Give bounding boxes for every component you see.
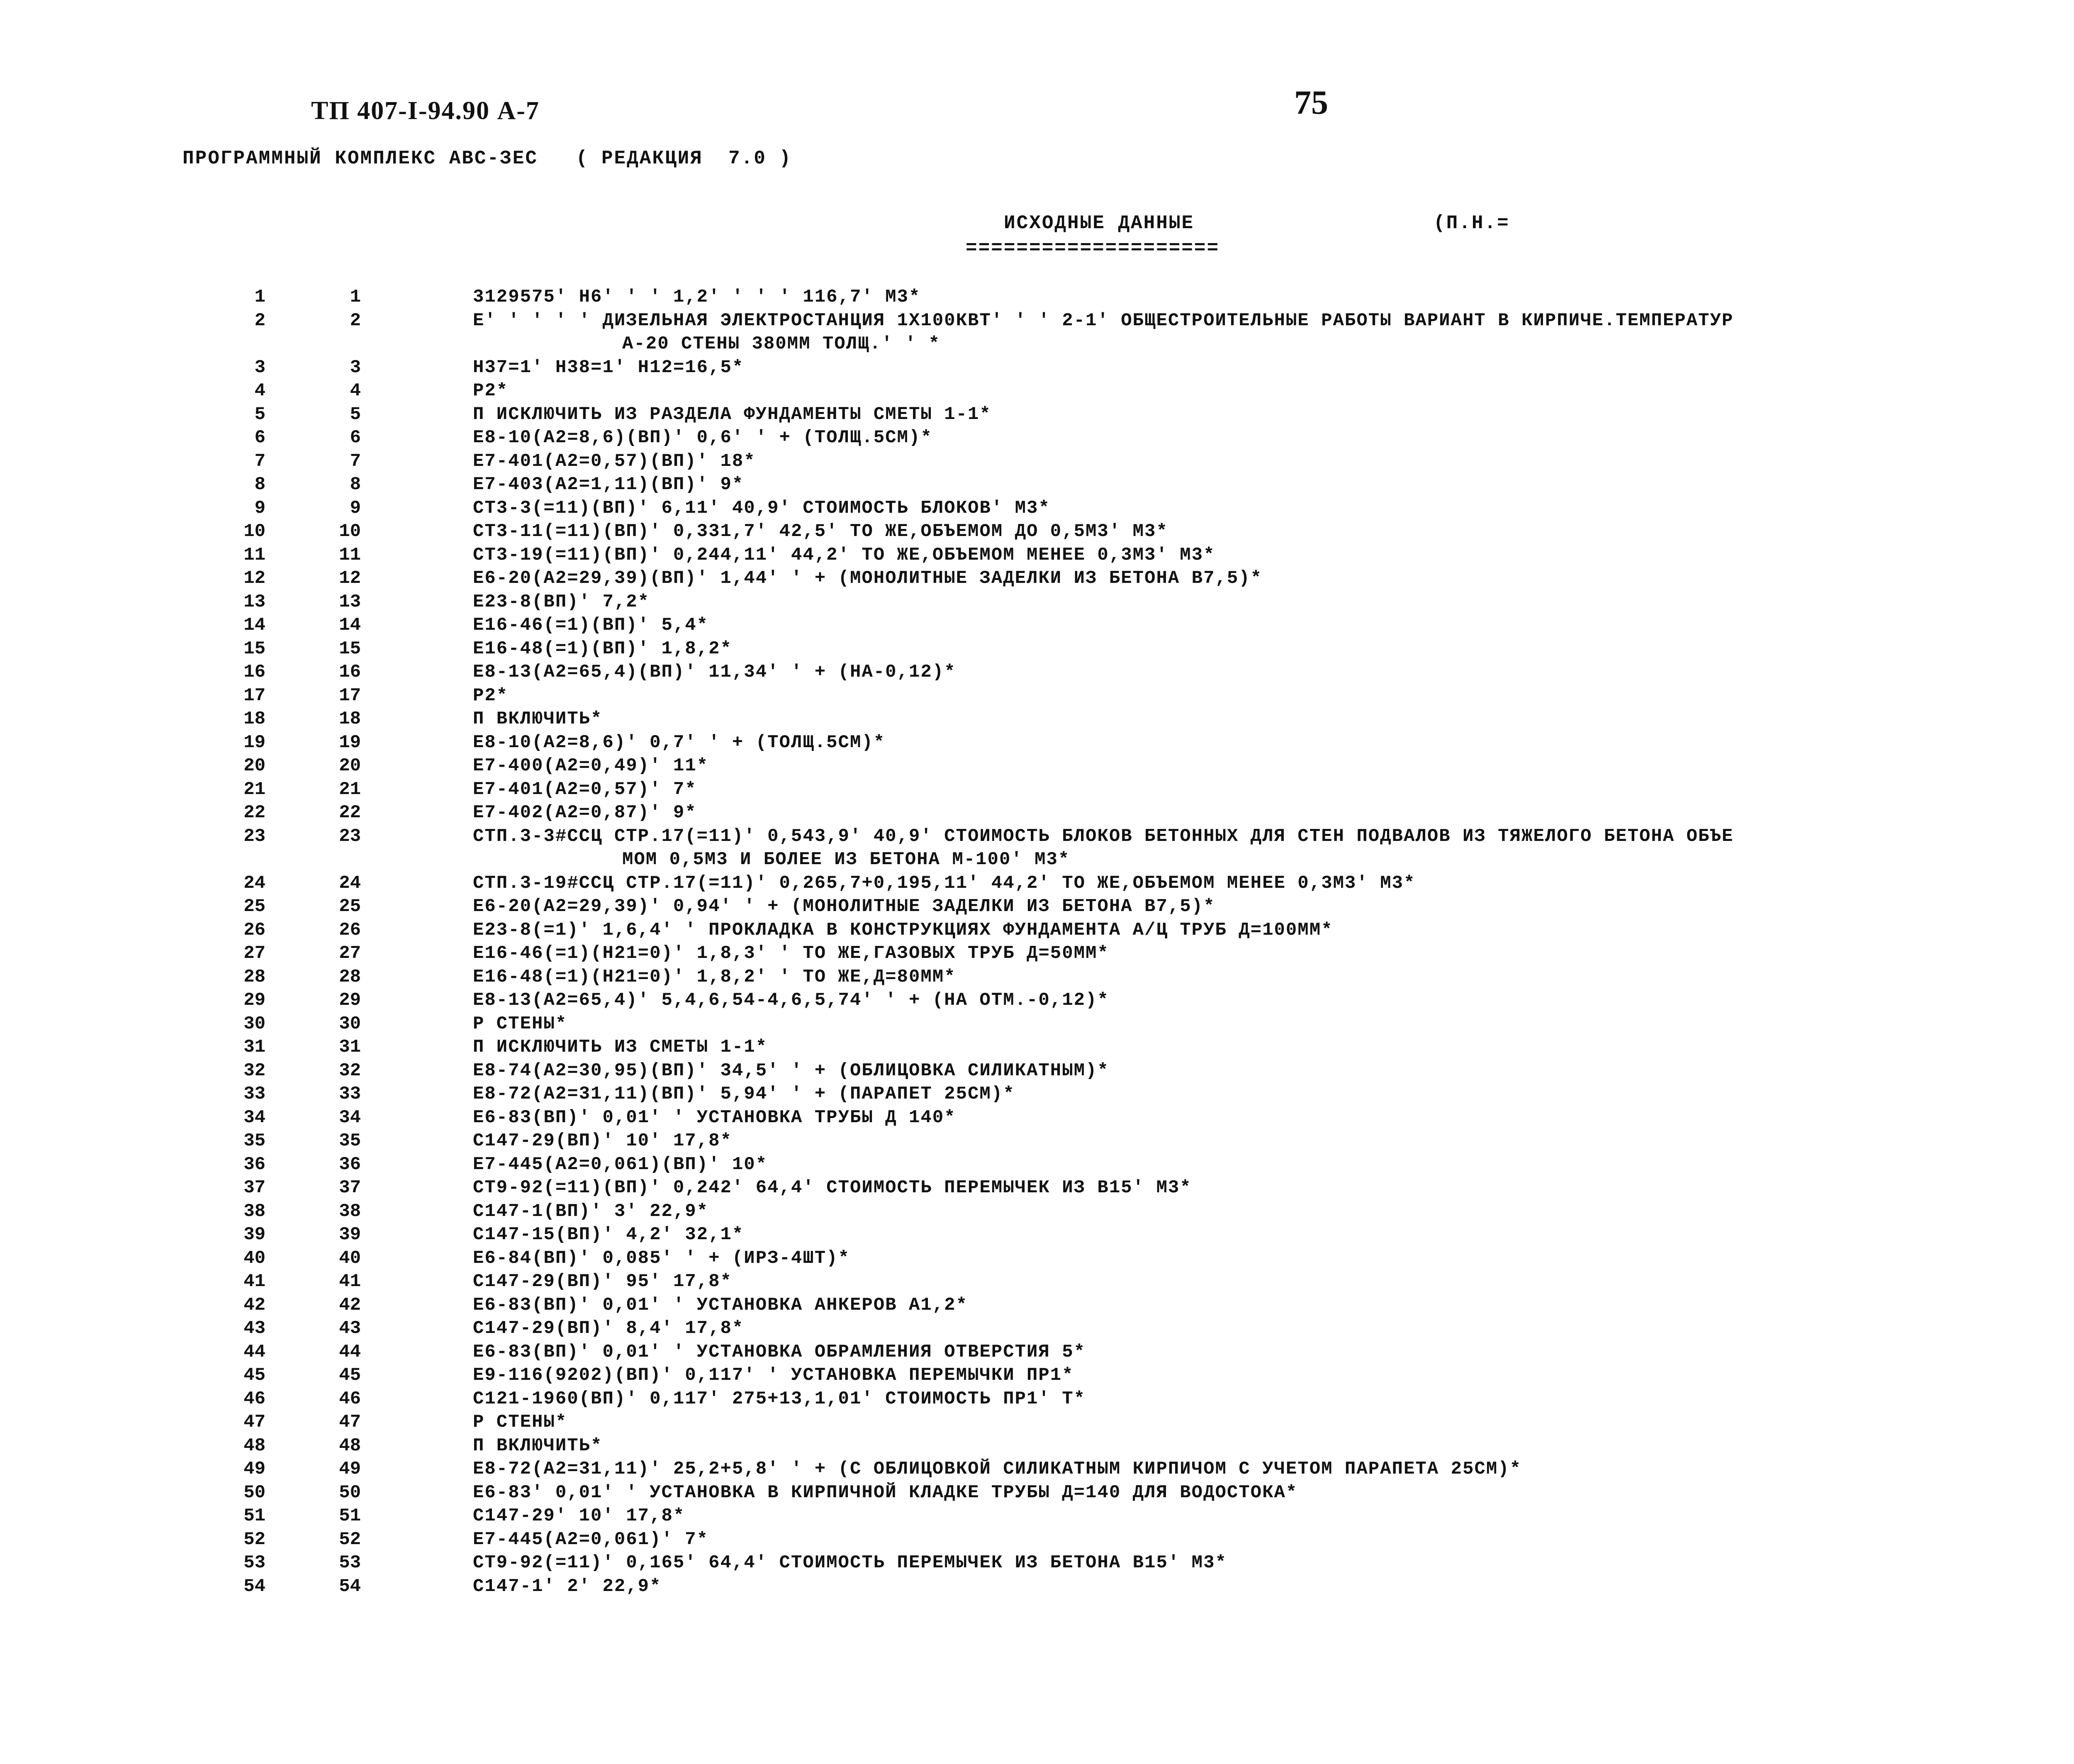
- record-text: [473, 450, 2016, 473]
- row-number: 6: [254, 427, 265, 448]
- listing-row: [0, 543, 2074, 567]
- record-text: [473, 989, 2016, 1012]
- row-number: 8: [254, 474, 265, 495]
- data-listing: [0, 285, 2074, 1598]
- record-number: 15: [339, 638, 361, 659]
- listing-row: [0, 497, 2074, 520]
- record-text: [473, 1411, 2016, 1434]
- record-number: 20: [339, 755, 361, 776]
- record-number: 34: [339, 1107, 361, 1128]
- record-text: [473, 497, 2016, 520]
- row-number: 22: [243, 802, 265, 823]
- record-text: [473, 1223, 2016, 1247]
- record-text: [473, 1106, 2016, 1130]
- row-number: 26: [243, 919, 265, 940]
- record-number: 32: [339, 1060, 361, 1081]
- row-number: 40: [243, 1247, 265, 1269]
- record-text: [473, 1294, 2016, 1317]
- listing-row: [0, 614, 2074, 637]
- record-text-line: Е8-72(А2=31,11)' 25,2+5,8' ' + (С ОБЛИЦОВКОЙ СИЛИКАТНЫМ КИРПИЧОМ С УЧЕТОМ ПАРАПЕТА 25СМ)*: [473, 1459, 1521, 1479]
- listing-row: [0, 989, 2074, 1012]
- record-number: 29: [339, 990, 361, 1011]
- listing-row: [0, 1481, 2074, 1505]
- listing-row: [0, 1528, 2074, 1552]
- record-text-line: Е7-445(А2=0,061)' 7*: [473, 1529, 709, 1550]
- section-title-underline: ====================: [966, 237, 1220, 259]
- record-text-line: Е6-20(А2=29,39)' 0,94' ' + (МОНОЛИТНЫЕ ЗАДЕЛКИ ИЗ БЕТОНА В7,5)*: [473, 896, 1215, 917]
- record-text: [473, 1059, 2016, 1083]
- record-number: 17: [339, 685, 361, 706]
- record-text-line: Е16-46(=1)(ВП)' 5,4*: [473, 615, 709, 636]
- record-text: [473, 1364, 2016, 1387]
- record-text-line: С147-29(ВП)' 10' 17,8*: [473, 1131, 732, 1151]
- row-number: 33: [243, 1084, 265, 1104]
- record-number: 41: [339, 1271, 361, 1292]
- listing-row: [0, 1340, 2074, 1364]
- record-text-line: П ВКЛЮЧИТЬ*: [473, 709, 603, 729]
- record-text-line: С147-29(ВП)' 95' 17,8*: [473, 1271, 732, 1292]
- listing-row: [0, 1551, 2074, 1575]
- record-number: 26: [339, 919, 361, 940]
- record-text: [473, 1200, 2016, 1223]
- row-number: 50: [243, 1482, 265, 1503]
- record-number: 35: [339, 1131, 361, 1151]
- record-text-line: Р СТЕНЫ*: [473, 1013, 567, 1034]
- record-text: [473, 567, 2016, 590]
- record-text: [473, 426, 2016, 450]
- record-text: [473, 684, 2016, 708]
- record-text: [473, 1082, 2016, 1106]
- row-number: 28: [243, 966, 265, 987]
- record-number: 40: [339, 1247, 361, 1269]
- record-text-line: СТ3-3(=11)(ВП)' 6,11' 40,9' СТОИМОСТЬ БЛОКОВ' М3*: [473, 497, 1050, 519]
- listing-row: [0, 895, 2074, 919]
- record-text: [473, 403, 2016, 426]
- record-text: [473, 660, 2016, 684]
- row-number: 47: [243, 1412, 265, 1433]
- record-number: 53: [339, 1552, 361, 1573]
- listing-row: [0, 1575, 2074, 1598]
- row-number: 51: [243, 1506, 265, 1526]
- record-text: [473, 707, 2016, 731]
- listing-row: [0, 285, 2074, 309]
- record-text: [473, 1387, 2016, 1411]
- record-number: 3: [350, 357, 361, 378]
- record-number: 49: [339, 1459, 361, 1479]
- record-text: [473, 1340, 2016, 1364]
- record-number: 48: [339, 1435, 361, 1456]
- record-text: [473, 778, 2016, 802]
- record-number: 4: [350, 380, 361, 401]
- record-text-continuation: А-20 СТЕНЫ 380ММ ТОЛЩ.' ' *: [622, 334, 940, 354]
- listing-row: [0, 660, 2074, 684]
- record-text: [473, 1129, 2016, 1153]
- row-number: 21: [243, 779, 265, 800]
- record-number: 19: [339, 732, 361, 753]
- row-number: 31: [243, 1037, 265, 1057]
- record-text: [473, 1575, 2016, 1598]
- record-text: [473, 942, 2016, 965]
- listing-row: [0, 379, 2074, 403]
- row-number: 46: [243, 1388, 265, 1409]
- listing-row: [0, 450, 2074, 473]
- row-number: 15: [243, 638, 265, 659]
- row-number: 25: [243, 896, 265, 917]
- listing-row: [0, 825, 2074, 872]
- record-text-line: Е7-403(А2=1,11)(ВП)' 9*: [473, 474, 744, 495]
- listing-row: [0, 942, 2074, 965]
- listing-row: [0, 965, 2074, 989]
- listing-row: [0, 473, 2074, 497]
- record-text-continuation: МОМ 0,5М3 И БОЛЕЕ ИЗ БЕТОНА М-100' М3*: [622, 849, 1070, 870]
- section-title: ИСХОДНЫЕ ДАННЫЕ: [1004, 212, 1195, 234]
- row-number: 35: [243, 1131, 265, 1151]
- record-text-line: П ВКЛЮЧИТЬ*: [473, 1435, 603, 1456]
- record-text-line: Е7-401(А2=0,57)(ВП)' 18*: [473, 451, 756, 472]
- record-text-line: Е8-13(А2=65,4)' 5,4,6,54-4,6,5,74' ' + (НА ОТМ.-0,12)*: [473, 990, 1109, 1011]
- record-text: [473, 919, 2016, 942]
- record-number: 36: [339, 1154, 361, 1175]
- record-text: [473, 731, 2016, 755]
- row-number: 16: [243, 662, 265, 682]
- record-number: 51: [339, 1506, 361, 1526]
- record-number: 7: [350, 451, 361, 472]
- record-text-line: Р2*: [473, 380, 509, 401]
- record-text-line: Е16-48(=1)(ВП)' 1,8,2*: [473, 638, 732, 659]
- row-number: 1: [254, 287, 265, 307]
- row-number: 34: [243, 1107, 265, 1128]
- record-number: 43: [339, 1318, 361, 1339]
- row-number: 12: [243, 568, 265, 589]
- row-number: 39: [243, 1224, 265, 1245]
- record-text: [473, 1481, 2016, 1505]
- record-text: [473, 872, 2016, 895]
- record-text-line: Е16-48(=1)(Н21=0)' 1,8,2' ' ТО ЖЕ,Д=80ММ*: [473, 966, 956, 987]
- record-text: [473, 614, 2016, 637]
- listing-row: [0, 567, 2074, 590]
- record-number: 42: [339, 1294, 361, 1316]
- listing-row: [0, 1294, 2074, 1317]
- row-number: 49: [243, 1459, 265, 1479]
- record-number: 24: [339, 872, 361, 894]
- listing-row: [0, 1364, 2074, 1387]
- record-text-line: Е9-116(9202)(ВП)' 0,117' ' УСТАНОВКА ПЕРЕМЫЧКИ ПР1*: [473, 1365, 1074, 1386]
- record-text-line: СТ9-92(=11)' 0,165' 64,4' СТОИМОСТЬ ПЕРЕМЫЧЕК ИЗ БЕТОНА В15' М3*: [473, 1552, 1227, 1573]
- listing-row: [0, 1434, 2074, 1458]
- record-text-line: Е7-445(А2=0,061)(ВП)' 10*: [473, 1154, 768, 1175]
- listing-row: [0, 1270, 2074, 1294]
- record-text-line: Е6-83(ВП)' 0,01' ' УСТАНОВКА АНКЕРОВ А1,2*: [473, 1294, 968, 1316]
- record-number: 5: [350, 404, 361, 425]
- record-text-line: Е8-72(А2=31,11)(ВП)' 5,94' ' + (ПАРАПЕТ 25СМ)*: [473, 1084, 1015, 1104]
- row-number: 30: [243, 1013, 265, 1034]
- record-text-line: СТ3-19(=11)(ВП)' 0,244,11' 44,2' ТО ЖЕ,ОБЪЕМОМ МЕНЕЕ 0,3М3' М3*: [473, 544, 1215, 565]
- row-number: 24: [243, 872, 265, 894]
- record-text-line: Е8-10(А2=8,6)(ВП)' 0,6' ' + (ТОЛЩ.5СМ)*: [473, 427, 932, 448]
- record-text-line: С147-15(ВП)' 4,2' 32,1*: [473, 1224, 744, 1245]
- record-text-line: Е8-13(А2=65,4)(ВП)' 11,34' ' + (НА-0,12)*: [473, 662, 956, 682]
- record-text-line: С147-1' 2' 22,9*: [473, 1576, 662, 1597]
- row-number: 52: [243, 1529, 265, 1550]
- record-number: 11: [339, 544, 361, 565]
- row-number: 23: [243, 826, 265, 847]
- listing-row: [0, 1223, 2074, 1247]
- record-text-line: Е6-20(А2=29,39)(ВП)' 1,44' ' + (МОНОЛИТНЫЕ ЗАДЕЛКИ ИЗ БЕТОНА В7,5)*: [473, 568, 1263, 589]
- record-text: [473, 1176, 2016, 1200]
- listing-row: [0, 872, 2074, 895]
- record-text-line: П ИСКЛЮЧИТЬ ИЗ РАЗДЕЛА ФУНДАМЕНТЫ СМЕТЫ 1-1*: [473, 404, 991, 425]
- row-number: 42: [243, 1294, 265, 1316]
- record-number: 28: [339, 966, 361, 987]
- row-number: 14: [243, 615, 265, 636]
- row-number: 10: [243, 521, 265, 542]
- record-text: [473, 754, 2016, 778]
- record-text-line: Е8-74(А2=30,95)(ВП)' 34,5' ' + (ОБЛИЦОВКА СИЛИКАТНЫМ)*: [473, 1060, 1109, 1081]
- row-number: 54: [243, 1576, 265, 1597]
- listing-row: [0, 1035, 2074, 1059]
- listing-row: [0, 778, 2074, 802]
- record-text-line: СТП.3-19#ССЦ СТР.17(=11)' 0,265,7+0,195,11' 44,2' ТО ЖЕ,ОБЪЕМОМ МЕНЕЕ 0,3М3' М3*: [473, 872, 1416, 894]
- listing-row: [0, 684, 2074, 708]
- record-number: 12: [339, 568, 361, 589]
- row-number: 48: [243, 1435, 265, 1456]
- record-number: 54: [339, 1576, 361, 1597]
- record-text-line: Е8-10(А2=8,6)' 0,7' ' + (ТОЛЩ.5СМ)*: [473, 732, 886, 753]
- program-header: ПРОГРАММНЫЙ КОМПЛЕКС АВС-ЗЕС ( РЕДАКЦИЯ 7.0 ): [183, 148, 792, 169]
- record-text: [473, 965, 2016, 989]
- listing-row: [0, 637, 2074, 661]
- row-number: 4: [254, 380, 265, 401]
- record-text: [473, 379, 2016, 403]
- record-text: [473, 1247, 2016, 1270]
- record-text: [473, 1551, 2016, 1575]
- listing-row: [0, 1411, 2074, 1434]
- listing-row: [0, 1504, 2074, 1528]
- listing-row: [0, 1059, 2074, 1083]
- listing-row: [0, 1012, 2074, 1036]
- record-number: 50: [339, 1482, 361, 1503]
- record-text-line: СТ9-92(=11)(ВП)' 0,242' 64,4' СТОИМОСТЬ ПЕРЕМЫЧЕК ИЗ В15' М3*: [473, 1177, 1192, 1198]
- listing-row: [0, 919, 2074, 942]
- listing-row: [0, 1247, 2074, 1270]
- page-number: 75: [1294, 83, 1328, 121]
- record-text-line: Е6-83' 0,01' ' УСТАНОВКА В КИРПИЧНОЙ КЛАДКЕ ТРУБЫ Д=140 ДЛЯ ВОДОСТОКА*: [473, 1482, 1298, 1503]
- row-number: 44: [243, 1341, 265, 1362]
- record-number: 39: [339, 1224, 361, 1245]
- listing-row: [0, 356, 2074, 380]
- row-number: 18: [243, 709, 265, 729]
- row-number: 27: [243, 943, 265, 964]
- record-number: 21: [339, 779, 361, 800]
- record-text-line: С147-29(ВП)' 8,4' 17,8*: [473, 1318, 744, 1339]
- listing-row: [0, 1129, 2074, 1153]
- record-text: [473, 637, 2016, 661]
- row-number: 13: [243, 591, 265, 612]
- listing-row: [0, 1082, 2074, 1106]
- record-text-line: Е6-83(ВП)' 0,01' ' УСТАНОВКА ТРУБЫ Д 140*: [473, 1107, 956, 1128]
- row-number: 38: [243, 1201, 265, 1222]
- record-text-line: Р2*: [473, 685, 509, 706]
- row-number: 9: [254, 497, 265, 519]
- listing-row: [0, 801, 2074, 825]
- row-number: 36: [243, 1154, 265, 1175]
- listing-row: [0, 731, 2074, 755]
- record-text-line: Е7-402(А2=0,87)' 9*: [473, 802, 697, 823]
- row-number: 17: [243, 685, 265, 706]
- row-number: 20: [243, 755, 265, 776]
- listing-row: [0, 309, 2074, 356]
- record-text: [473, 1012, 2016, 1036]
- record-text: [473, 473, 2016, 497]
- record-text: [473, 1528, 2016, 1552]
- record-text: [473, 590, 2016, 614]
- row-number: 41: [243, 1271, 265, 1292]
- listing-row: [0, 1176, 2074, 1200]
- record-number: 25: [339, 896, 361, 917]
- listing-row: [0, 754, 2074, 778]
- record-text-line: 3129575' Н6' ' ' 1,2' ' ' ' 116,7' М3*: [473, 287, 921, 307]
- record-number: 13: [339, 591, 361, 612]
- record-number: 18: [339, 709, 361, 729]
- row-number: 11: [243, 544, 265, 565]
- record-text-line: Е23-8(ВП)' 7,2*: [473, 591, 650, 612]
- record-text-line: Е7-400(А2=0,49)' 11*: [473, 755, 709, 776]
- record-number: 33: [339, 1084, 361, 1104]
- record-number: 46: [339, 1388, 361, 1409]
- record-text-line: СТ3-11(=11)(ВП)' 0,331,7' 42,5' ТО ЖЕ,ОБЪЕМОМ ДО 0,5М3' М3*: [473, 521, 1168, 542]
- record-text-line: Е6-84(ВП)' 0,085' ' + (ИРЗ-4ШТ)*: [473, 1247, 850, 1269]
- listing-row: [0, 520, 2074, 543]
- listing-row: [0, 707, 2074, 731]
- record-text-line: С147-29' 10' 17,8*: [473, 1506, 685, 1526]
- listing-row: [0, 1200, 2074, 1223]
- record-text-line: Н37=1' Н38=1' Н12=16,5*: [473, 357, 744, 378]
- record-text-line: С121-1960(ВП)' 0,117' 275+13,1,01' СТОИМОСТЬ ПР1' Т*: [473, 1388, 1086, 1409]
- record-text: [473, 309, 2016, 356]
- record-text-line: СТП.3-3#ССЦ СТР.17(=11)' 0,543,9' 40,9' СТОИМОСТЬ БЛОКОВ БЕТОННЫХ ДЛЯ СТЕН ПОДВАЛОВ ИЗ ТЯЖЕЛОГО БЕТОНА ОБЪЕ: [473, 826, 1734, 847]
- record-number: 31: [339, 1037, 361, 1057]
- record-text-line: Е7-401(А2=0,57)' 7*: [473, 779, 697, 800]
- record-text-line: Р СТЕНЫ*: [473, 1412, 567, 1433]
- record-text: [473, 801, 2016, 825]
- record-text: [473, 356, 2016, 380]
- record-text: [473, 520, 2016, 543]
- row-number: 2: [254, 310, 265, 331]
- record-number: 9: [350, 497, 361, 519]
- record-number: 16: [339, 662, 361, 682]
- document-code: ТП 407-I-94.90 А-7: [311, 97, 540, 125]
- row-number: 45: [243, 1365, 265, 1386]
- row-number: 29: [243, 990, 265, 1011]
- record-number: 6: [350, 427, 361, 448]
- record-text: [473, 1153, 2016, 1177]
- record-number: 52: [339, 1529, 361, 1550]
- record-number: 45: [339, 1365, 361, 1386]
- record-text: [473, 1270, 2016, 1294]
- record-text: [473, 543, 2016, 567]
- record-number: 23: [339, 826, 361, 847]
- record-text: [473, 825, 2016, 872]
- row-number: 32: [243, 1060, 265, 1081]
- record-number: 14: [339, 615, 361, 636]
- row-number: 37: [243, 1177, 265, 1198]
- record-text: [473, 1457, 2016, 1481]
- listing-row: [0, 1153, 2074, 1177]
- record-number: 10: [339, 521, 361, 542]
- listing-row: [0, 1457, 2074, 1481]
- record-number: 1: [350, 287, 361, 307]
- row-number: 53: [243, 1552, 265, 1573]
- record-number: 8: [350, 474, 361, 495]
- record-number: 22: [339, 802, 361, 823]
- row-number: 5: [254, 404, 265, 425]
- record-text: [473, 1035, 2016, 1059]
- record-number: 37: [339, 1177, 361, 1198]
- row-number: 7: [254, 451, 265, 472]
- record-text: [473, 895, 2016, 919]
- row-number: 3: [254, 357, 265, 378]
- row-number: 43: [243, 1318, 265, 1339]
- record-number: 2: [350, 310, 361, 331]
- record-text-line: С147-1(ВП)' 3' 22,9*: [473, 1201, 709, 1222]
- record-text: [473, 1434, 2016, 1458]
- record-text: [473, 1504, 2016, 1528]
- record-text: [473, 285, 2016, 309]
- listing-row: [0, 590, 2074, 614]
- record-number: 30: [339, 1013, 361, 1034]
- record-text-line: Е6-83(ВП)' 0,01' ' УСТАНОВКА ОБРАМЛЕНИЯ ОТВЕРСТИЯ 5*: [473, 1341, 1086, 1362]
- listing-row: [0, 1387, 2074, 1411]
- record-text-line: Е16-46(=1)(Н21=0)' 1,8,3' ' ТО ЖЕ,ГАЗОВЫХ ТРУБ Д=50ММ*: [473, 943, 1109, 964]
- record-text: [473, 1317, 2016, 1340]
- record-number: 38: [339, 1201, 361, 1222]
- listing-row: [0, 403, 2074, 426]
- section-note: (П.Н.=: [1434, 212, 1510, 234]
- record-text-line: Е' ' ' ' ' ДИЗЕЛЬНАЯ ЭЛЕКТРОСТАНЦИЯ 1Х100КВТ' ' ' 2-1' ОБЩЕСТРОИТЕЛЬНЫЕ РАБОТЫ ВАРИАНТ В КИРПИЧЕ.ТЕМПЕРАТУР: [473, 310, 1734, 331]
- record-number: 44: [339, 1341, 361, 1362]
- record-number: 47: [339, 1412, 361, 1433]
- row-number: 19: [243, 732, 265, 753]
- record-text-line: Е23-8(=1)' 1,6,4' ' ПРОКЛАДКА В КОНСТРУКЦИЯХ ФУНДАМЕНТА А/Ц ТРУБ Д=100ММ*: [473, 919, 1333, 940]
- listing-row: [0, 1106, 2074, 1130]
- record-text-line: П ИСКЛЮЧИТЬ ИЗ СМЕТЫ 1-1*: [473, 1037, 768, 1057]
- listing-row: [0, 1317, 2074, 1340]
- listing-row: [0, 426, 2074, 450]
- record-number: 27: [339, 943, 361, 964]
